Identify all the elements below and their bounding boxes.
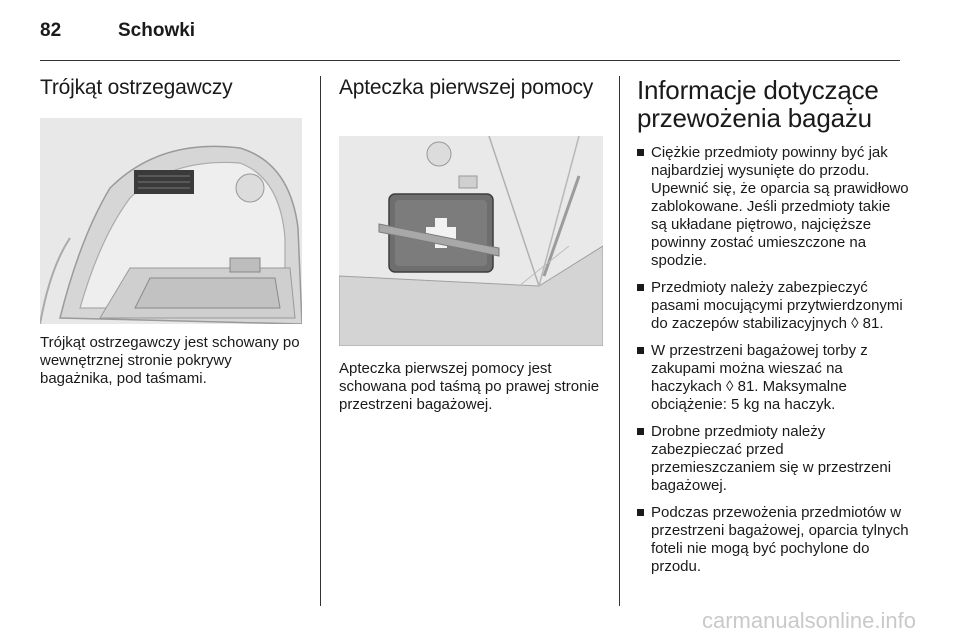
- first-aid-section: [339, 76, 603, 413]
- list-item: Drobne przedmioty należy zabezpieczać przed przemieszczaniem się w przestrzeni bagażowej.: [637, 423, 909, 495]
- warning-triangle-section: [40, 76, 302, 387]
- bullet-square-icon: [637, 347, 644, 354]
- page-header: [40, 18, 900, 58]
- bullet-square-icon: [637, 428, 644, 435]
- section-title: Apteczka pierwszej pomocy: [339, 76, 594, 99]
- list-item: Przedmioty należy zabezpieczyć pasami mocującymi przytwierdzonymi do zaczepów stabilizacyjnych ◊ 81.: [637, 279, 909, 333]
- column-divider: [619, 76, 620, 606]
- column-divider: [320, 76, 321, 606]
- watermark: carmanualsonline.info: [701, 608, 916, 633]
- list-item: W przestrzeni bagażowej torby z zakupami można wieszać na haczykach ◊ 81. Maksymalne obciążenie: 5 kg na haczyk.: [637, 342, 909, 414]
- section-name: Schowki: [118, 20, 196, 41]
- luggage-info-section: [637, 75, 909, 575]
- luggage-info-list: [637, 144, 909, 585]
- section-title: Informacje dotyczące przewożenia bagażu: [637, 75, 879, 133]
- page-number: 82: [40, 20, 62, 41]
- list-item: Podczas przewożenia przedmiotów w przestrzeni bagażowej, oparcia tylnych foteli nie mogą być pochylone do przodu.: [637, 504, 909, 576]
- section-text: Apteczka pierwszej pomocy jest schowana pod taśmą po prawej stronie przestrzeni bagażowej.: [339, 360, 600, 413]
- bullet-square-icon: [637, 509, 644, 516]
- section-title: Trójkąt ostrzegawczy: [40, 76, 233, 99]
- header-rule: [40, 60, 900, 61]
- first-aid-kit-illustration: [339, 136, 603, 346]
- bullet-square-icon: [637, 284, 644, 291]
- list-item: Ciężkie przedmioty powinny być jak najbardziej wysunięte do przodu. Upewnić się, że oparcia są prawidłowo zablokowane. Jeśli przedmioty takie są układane piętrowo, najcięższe powinny zostać umieszczone na spodzie.: [637, 144, 909, 270]
- section-text: Trójkąt ostrzegawczy jest schowany po wewnętrznej stronie pokrywy bagażnika, pod taśmami.: [40, 334, 300, 387]
- trunk-lid-illustration: [40, 118, 302, 324]
- bullet-square-icon: [637, 149, 644, 156]
